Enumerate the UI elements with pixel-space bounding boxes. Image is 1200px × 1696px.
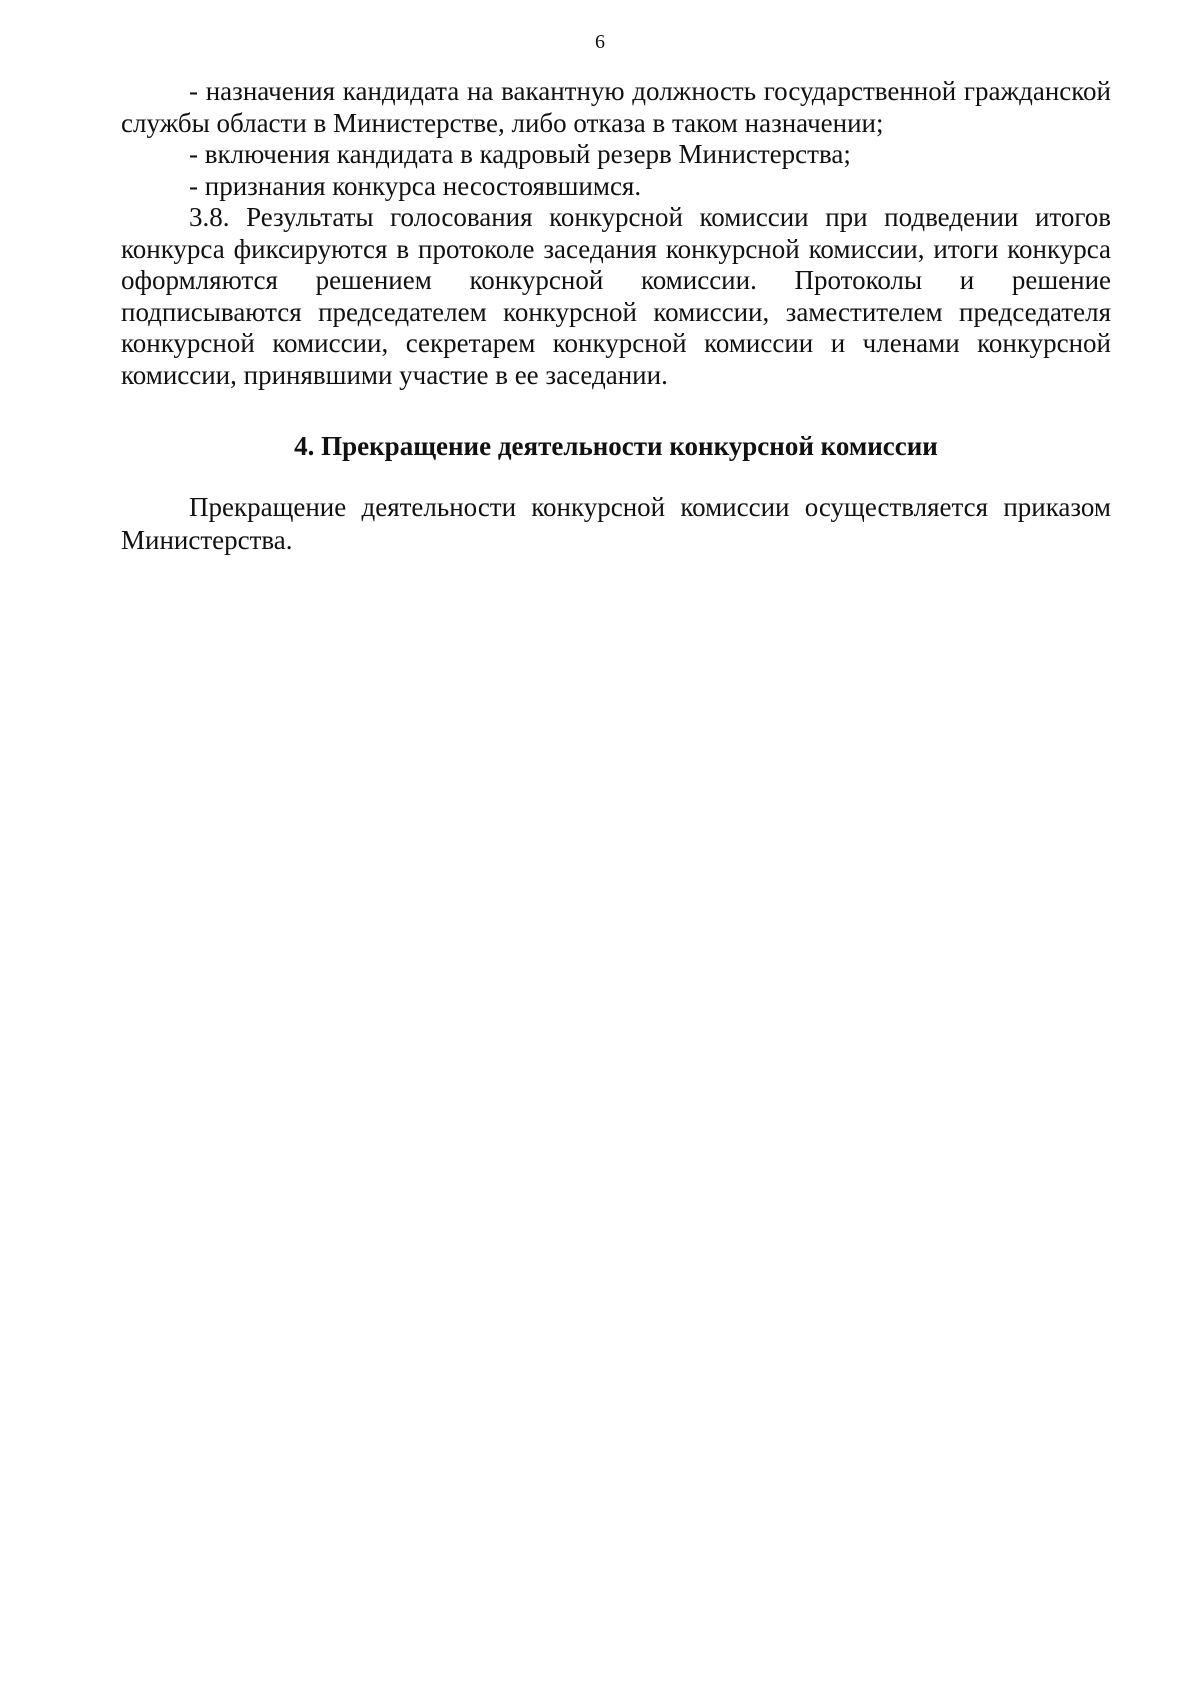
clause-3-8: 3.8. Результаты голосования конкурсной комиссии при подведении итогов конкурса фиксируются в протоколе заседания конкурсной комиссии, итоги конкурса оформляются решением конкурсной комиссии. Протоколы и решение подписываются председателем конкурсной комиссии, заместителем председателя конкурсной комиссии, секретарем конкурсной комиссии и членами конкурсной комиссии, принявшими участие в ее заседании. — [121, 202, 1111, 390]
section-4-paragraph: Прекращение деятельности конкурсной комиссии осуществляется приказом Министерства. — [121, 491, 1111, 555]
list-item-appointment: - назначения кандидата на вакантную должность государственной гражданской службы области в Министерстве, либо отказа в таком назначении; — [121, 76, 1111, 138]
list-item-failed-contest: - признания конкурса несостоявшимся. — [189, 170, 642, 201]
list-item-reserve: - включения кандидата в кадровый резерв Министерства; — [189, 139, 851, 169]
section-heading: 4. Прекращение деятельности конкурсной комиссии — [294, 431, 938, 461]
page-number: 6 — [595, 31, 605, 53]
document-body — [121, 76, 1111, 557]
